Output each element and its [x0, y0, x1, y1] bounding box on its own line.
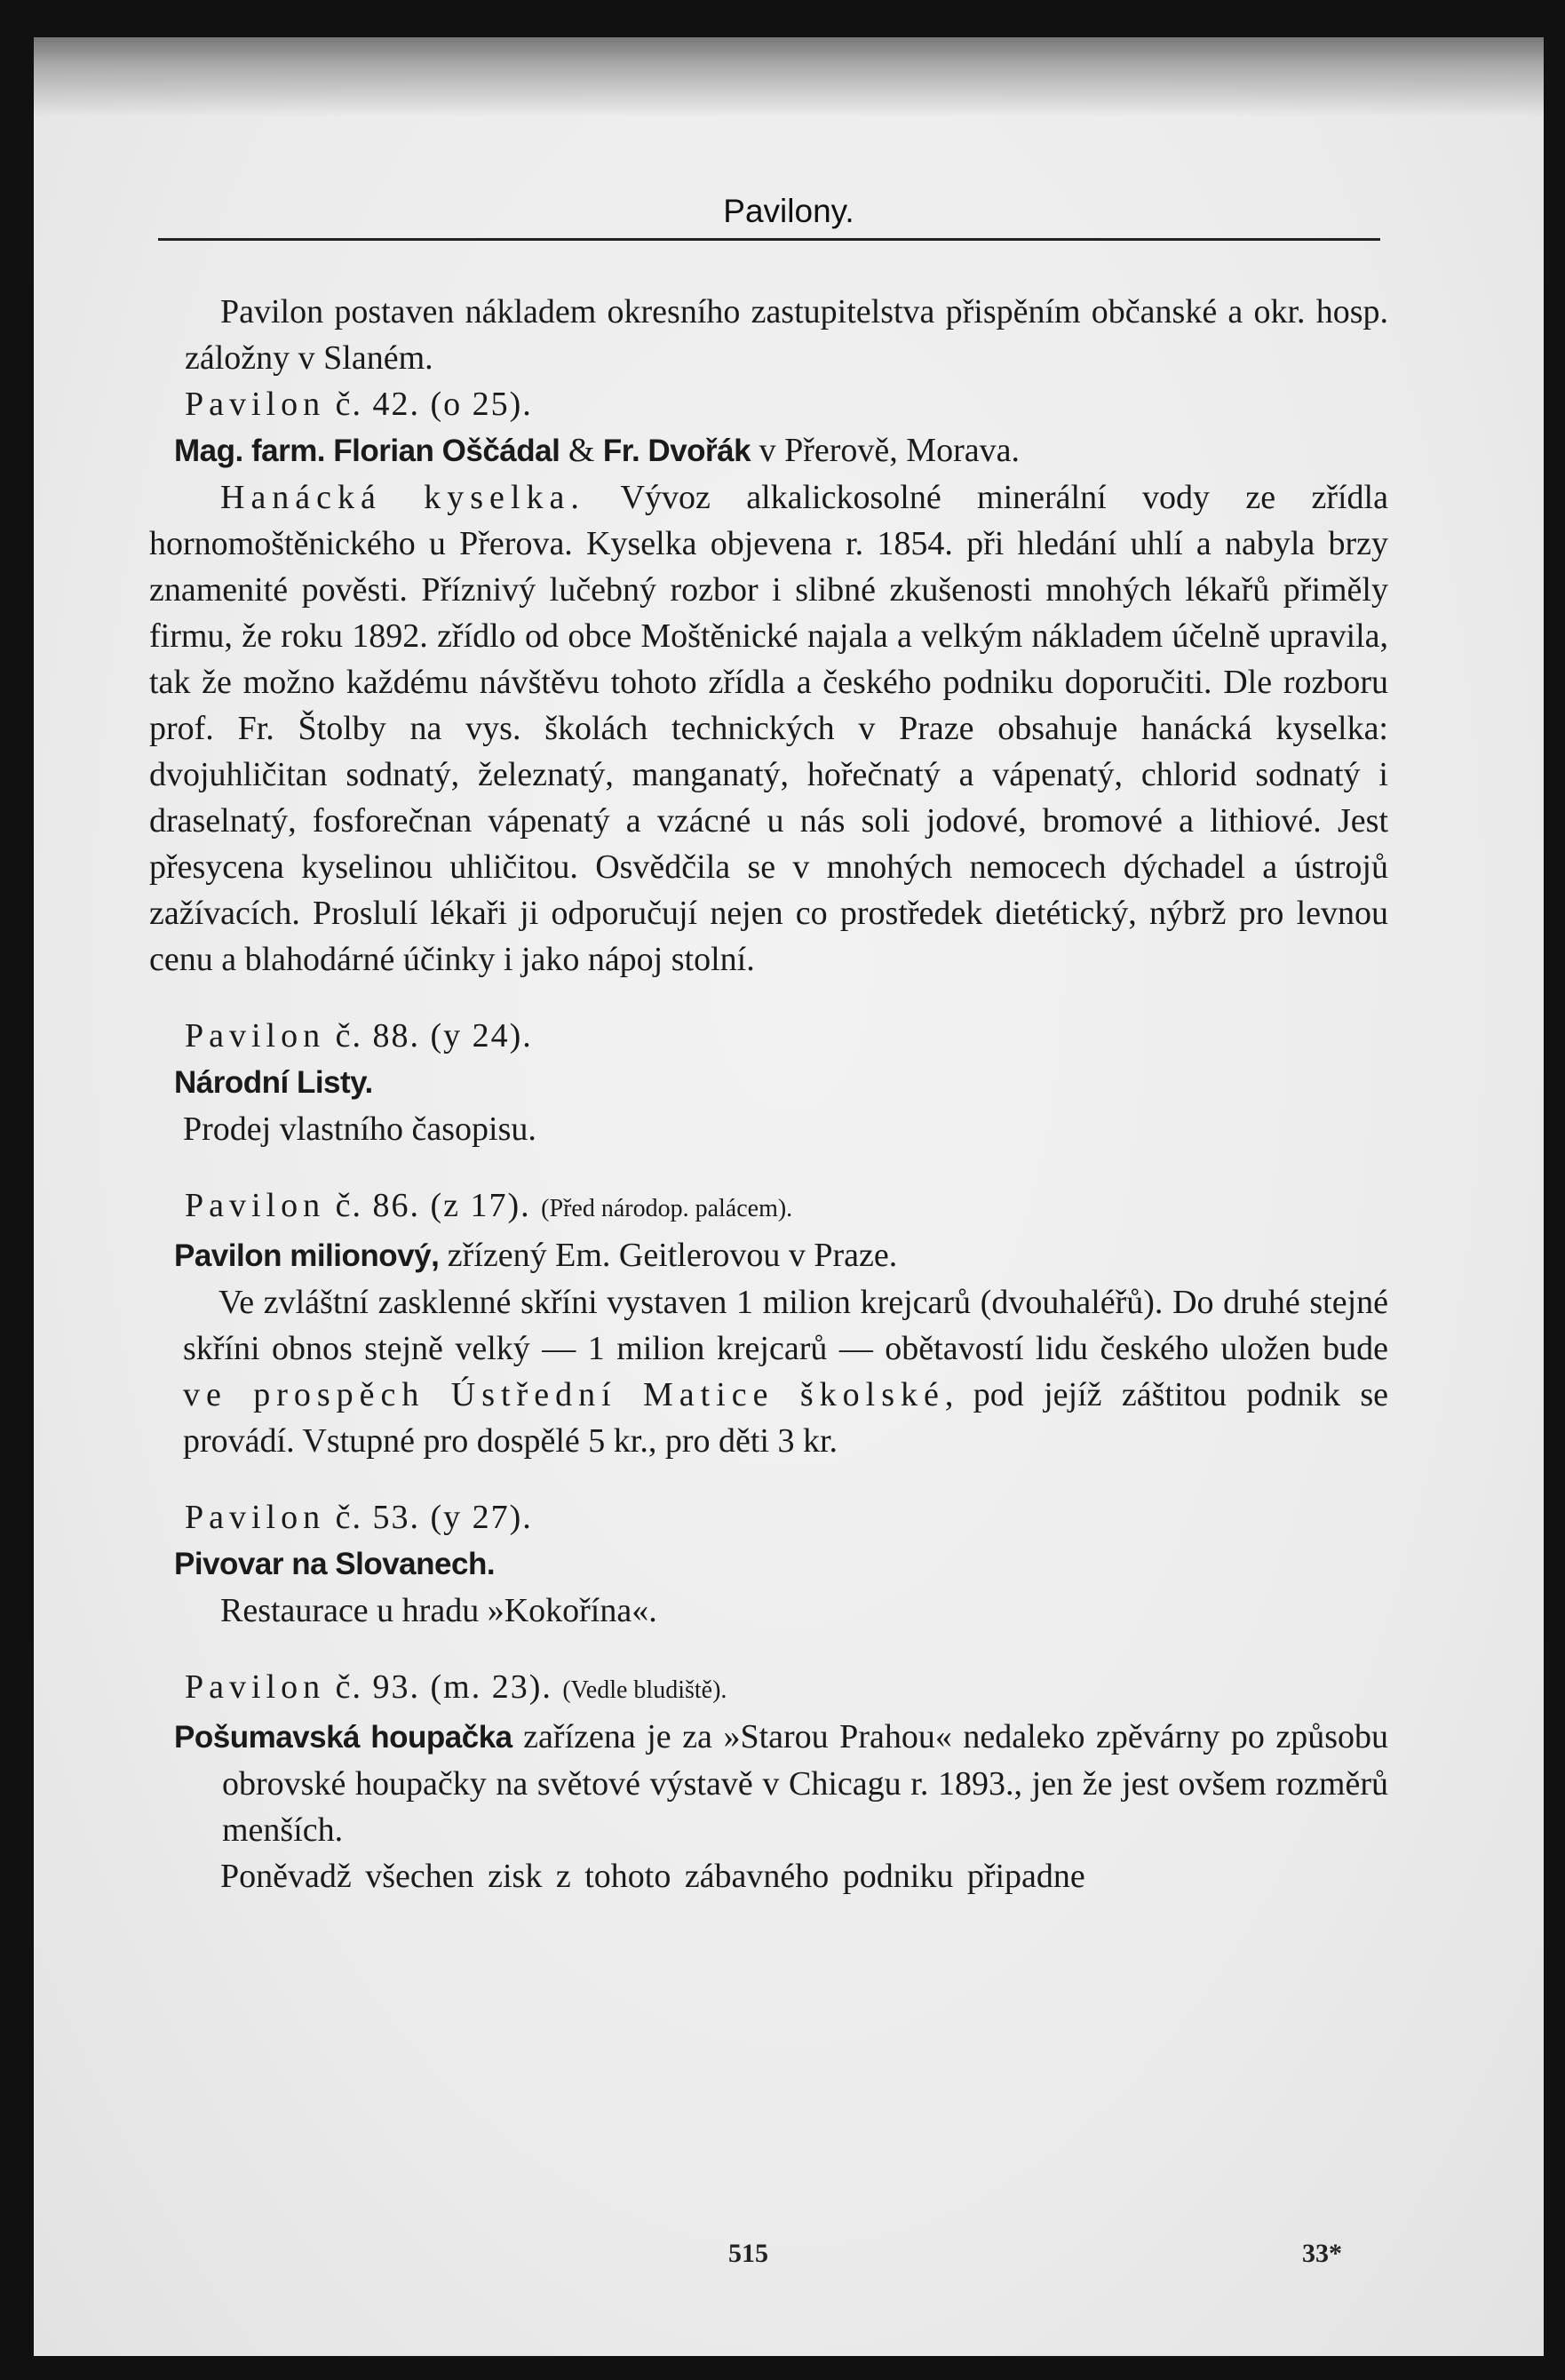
pavilion-93-title: Pavilon č. 93. (m. 23). (Vedle bludiště). [185, 1668, 727, 1706]
running-header: Pavilony. [723, 193, 854, 229]
pavilion-53-title: Pavilon č. 53. (y 27). [185, 1499, 533, 1536]
page-content [149, 289, 1388, 1899]
pavilion-86-title: Pavilon č. 86. (z 17). (Před národop. palácem). [185, 1187, 793, 1224]
pavilion-53-description: Restaurace u hradu »Kokořína«. [220, 1592, 657, 1629]
pavilion-93-description: Pošumavská houpačka zařízena je za »Starou Prahou« nedaleko zpěvárny po způsobu obrovské houpačky na světové výstavě v Chicagu r. 1893., jen že jest ovšem rozměrů menších. [174, 1718, 1388, 1849]
pavilion-86-description: Ve zvláštní zasklenné skříni vystaven 1 milion krejcarů (dvouhaléřů). Do druhé stejné skříni obnos stejně velký — 1 milion krejcarů — obětavostí lidu českého uložen bude ve prospěch Ústřední Matice školské, pod jejíž záštitou podnik se provádí. Vstupné pro dospělé 5 kr., pro děti 3 kr. [183, 1284, 1388, 1460]
intro-paragraph: Pavilon postaven nákladem okresního zastupitelstva přispěním občanské a okr. hosp. záložny v Slaném. [185, 293, 1388, 377]
pavilion-42-title: Pavilon č. 42. (o 25). [185, 386, 533, 423]
signature-mark: 33* [1302, 2239, 1342, 2268]
pavilion-42-description: Hanácká kyselka. Vývoz alkalickosolné minerální vody ze zřídla hornomoštěnického u Přerova. Kyselka objevena r. 1854. při hledání uhlí a nabyla brzy znamenité pověsti. Příznivý lučebný rozbor i slibné zkušenosti mnohých lékařů přiměly firmu, že roku 1892. zřídlo od obce Moštěnické najala a velkým nákladem účelně upravila, tak že možno každému návštěvu tohoto zřídla a českého podniku doporučiti. Dle rozboru prof. Fr. Štolby na vys. školách technických v Praze obsahuje hanácká kyselka: dvojuhličitan sodnatý, železnatý, manganatý, hořečnatý a vápenatý, chlorid sodnatý i draselnatý, fosforečnan vápenatý a vzácné u nás soli jodové, bromové a lithiové. Jest přesycena kyselinou uhličitou. Osvědčila se v mnohých nemocech dýchadel a ústrojů zažívacích. Proslulí lékaři ji odporučují nejen co prostředek dietétický, nýbrž pro levnou cenu a blahodárné účinky i jako nápoj stolní. [149, 479, 1388, 978]
header-rule [158, 238, 1380, 241]
page [34, 37, 1544, 2356]
scan-edge [34, 37, 1544, 117]
pavilion-93-continuation: Poněvadž všechen zisk z tohoto zábavného podniku připadne [220, 1858, 1085, 1895]
pavilion-42-exhibitor: Mag. farm. Florian Oščádal & Fr. Dvořák v Přerově, Morava. [174, 432, 1020, 469]
pavilion-53-exhibitor: Pivovar na Slovanech. [174, 1547, 496, 1581]
pavilion-88-exhibitor: Národní Listy. [174, 1065, 373, 1100]
pavilion-88-title: Pavilon č. 88. (y 24). [185, 1017, 533, 1055]
pavilion-86-exhibitor: Pavilon milionový, zřízený Em. Geitlerovou v Praze. [174, 1237, 898, 1274]
pavilion-88-description: Prodej vlastního časopisu. [183, 1110, 536, 1148]
page-number: 515 [728, 2239, 768, 2268]
